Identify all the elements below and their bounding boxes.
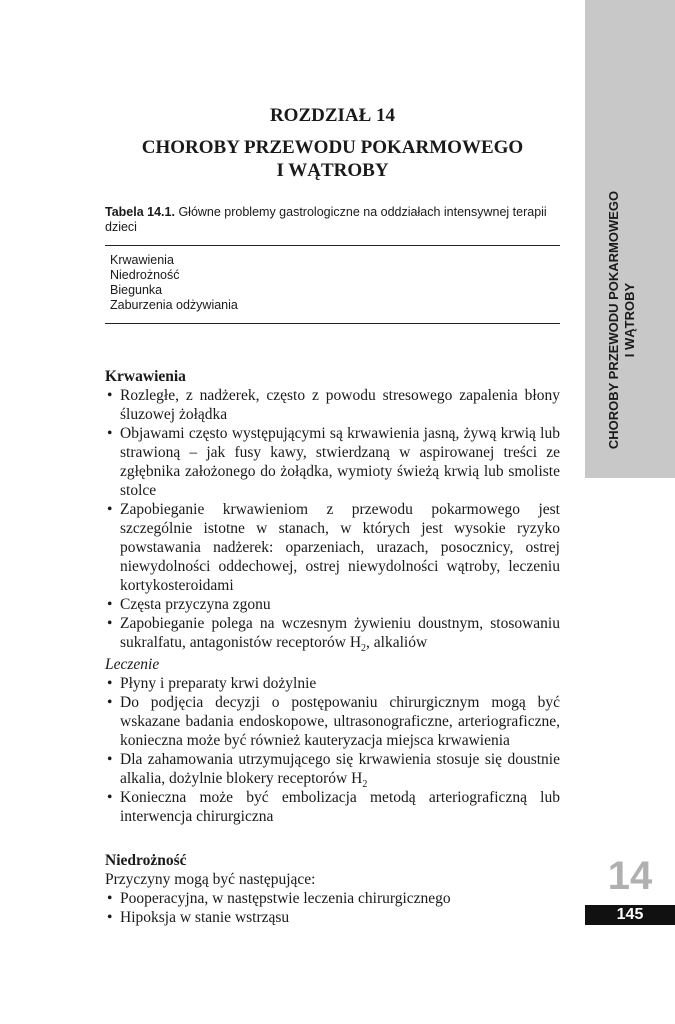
table-item: Niedrożność <box>110 268 180 282</box>
chapter-title <box>105 136 560 182</box>
list-item-text: Dla zahamowania utrzymującego się krwawienia stosuje się doustnie alkalia, dożylnie blokery receptorów H <box>120 751 560 787</box>
side-tab-line1: CHOROBY PRZEWODU POKARMOWEGO <box>606 190 621 450</box>
list-item: • Zapobieganie krwawieniom z przewodu pokarmowego jest szczególnie istotne w stanach, w których jest wysokie ryzyko powstawania nadżerek: oparzeniach, urazach, posocznicy, ostrej niewydolności oddechowej, ostrej niewydolności wątroby, leczeniu kortykosteroidami <box>105 500 560 595</box>
section-heading-leczenie: Leczenie <box>105 656 160 673</box>
krwawienia-list <box>105 386 560 655</box>
list-item-text: Zapobieganie polega na wczesnym żywieniu doustnym, stosowaniu sukralfatu, antagonistów receptorów H <box>120 615 560 651</box>
list-item: • Rozległe, z nadżerek, często z powodu stresowego zapalenia błony śluzowej żołądka <box>105 386 560 424</box>
table-bottom-rule <box>105 323 560 324</box>
chapter-title-line1: CHOROBY PRZEWODU POKARMOWEGO <box>141 137 524 158</box>
table-caption <box>105 205 565 235</box>
leczenie-list <box>105 674 560 826</box>
list-item: • Konieczna może być embolizacja metodą arteriograficzną lub interwencja chirurgiczna <box>105 788 560 826</box>
table-item: Zaburzenia odżywiania <box>110 298 238 312</box>
section-krwawienia <box>105 367 560 655</box>
list-item: • Objawami często występującymi są krwawienia jasną, żywą krwią lub strawioną – jak fusy kawy, stwierdzaną w aspirowanej treści ze zgłębnika założonego do żołądka, wymioty świeżą krwią lub smoliste stolce <box>105 424 560 500</box>
list-item: • Hipoksja w stanie wstrząsu <box>105 908 560 927</box>
list-item-text-end: , alkaliów <box>366 634 428 651</box>
list-item: • Płyny i preparaty krwi dożylnie <box>105 674 560 693</box>
list-item <box>105 614 560 655</box>
chapter-label: ROZDZIAŁ 14 <box>269 105 396 126</box>
list-item <box>105 750 560 791</box>
side-tab-line2: I WĄTROBY <box>622 282 637 358</box>
list-item: • Częsta przyczyna zgonu <box>105 595 560 614</box>
table-item: Biegunka <box>110 283 163 297</box>
list-item: • Do podjęcia decyzji o postępowaniu chirurgicznym mogą być wskazane badania endoskopowe, ultrasonograficzne, arteriograficzne, konieczna może być również kauteryzacja miejsca krwawienia <box>105 693 560 750</box>
chapter-number-marker: 14 <box>607 854 653 898</box>
table-top-rule <box>105 245 560 246</box>
section-leczenie <box>105 655 560 826</box>
page-number: 145 <box>585 905 675 925</box>
section-heading-niedroznosc: Niedrożność <box>105 852 187 869</box>
subscript: 2 <box>361 643 367 655</box>
table-item: Krwawienia <box>110 253 174 267</box>
section-niedroznosc <box>105 851 560 927</box>
side-tab-text <box>606 170 638 470</box>
table-list <box>110 253 550 313</box>
table-caption-text: Główne problemy gastrologiczne na oddziałach intensywnej terapii dzieci <box>105 205 547 234</box>
niedroznosc-list <box>105 889 560 927</box>
subscript: 2 <box>362 779 368 791</box>
table-caption-label: Tabela 14.1. <box>105 205 175 219</box>
list-item: • Pooperacyjna, w następstwie leczenia chirurgicznego <box>105 889 560 908</box>
chapter-title-line2: I WĄTROBY <box>276 160 389 181</box>
section-intro: Przyczyny mogą być następujące: <box>105 871 316 888</box>
section-heading-krwawienia: Krwawienia <box>105 368 186 385</box>
